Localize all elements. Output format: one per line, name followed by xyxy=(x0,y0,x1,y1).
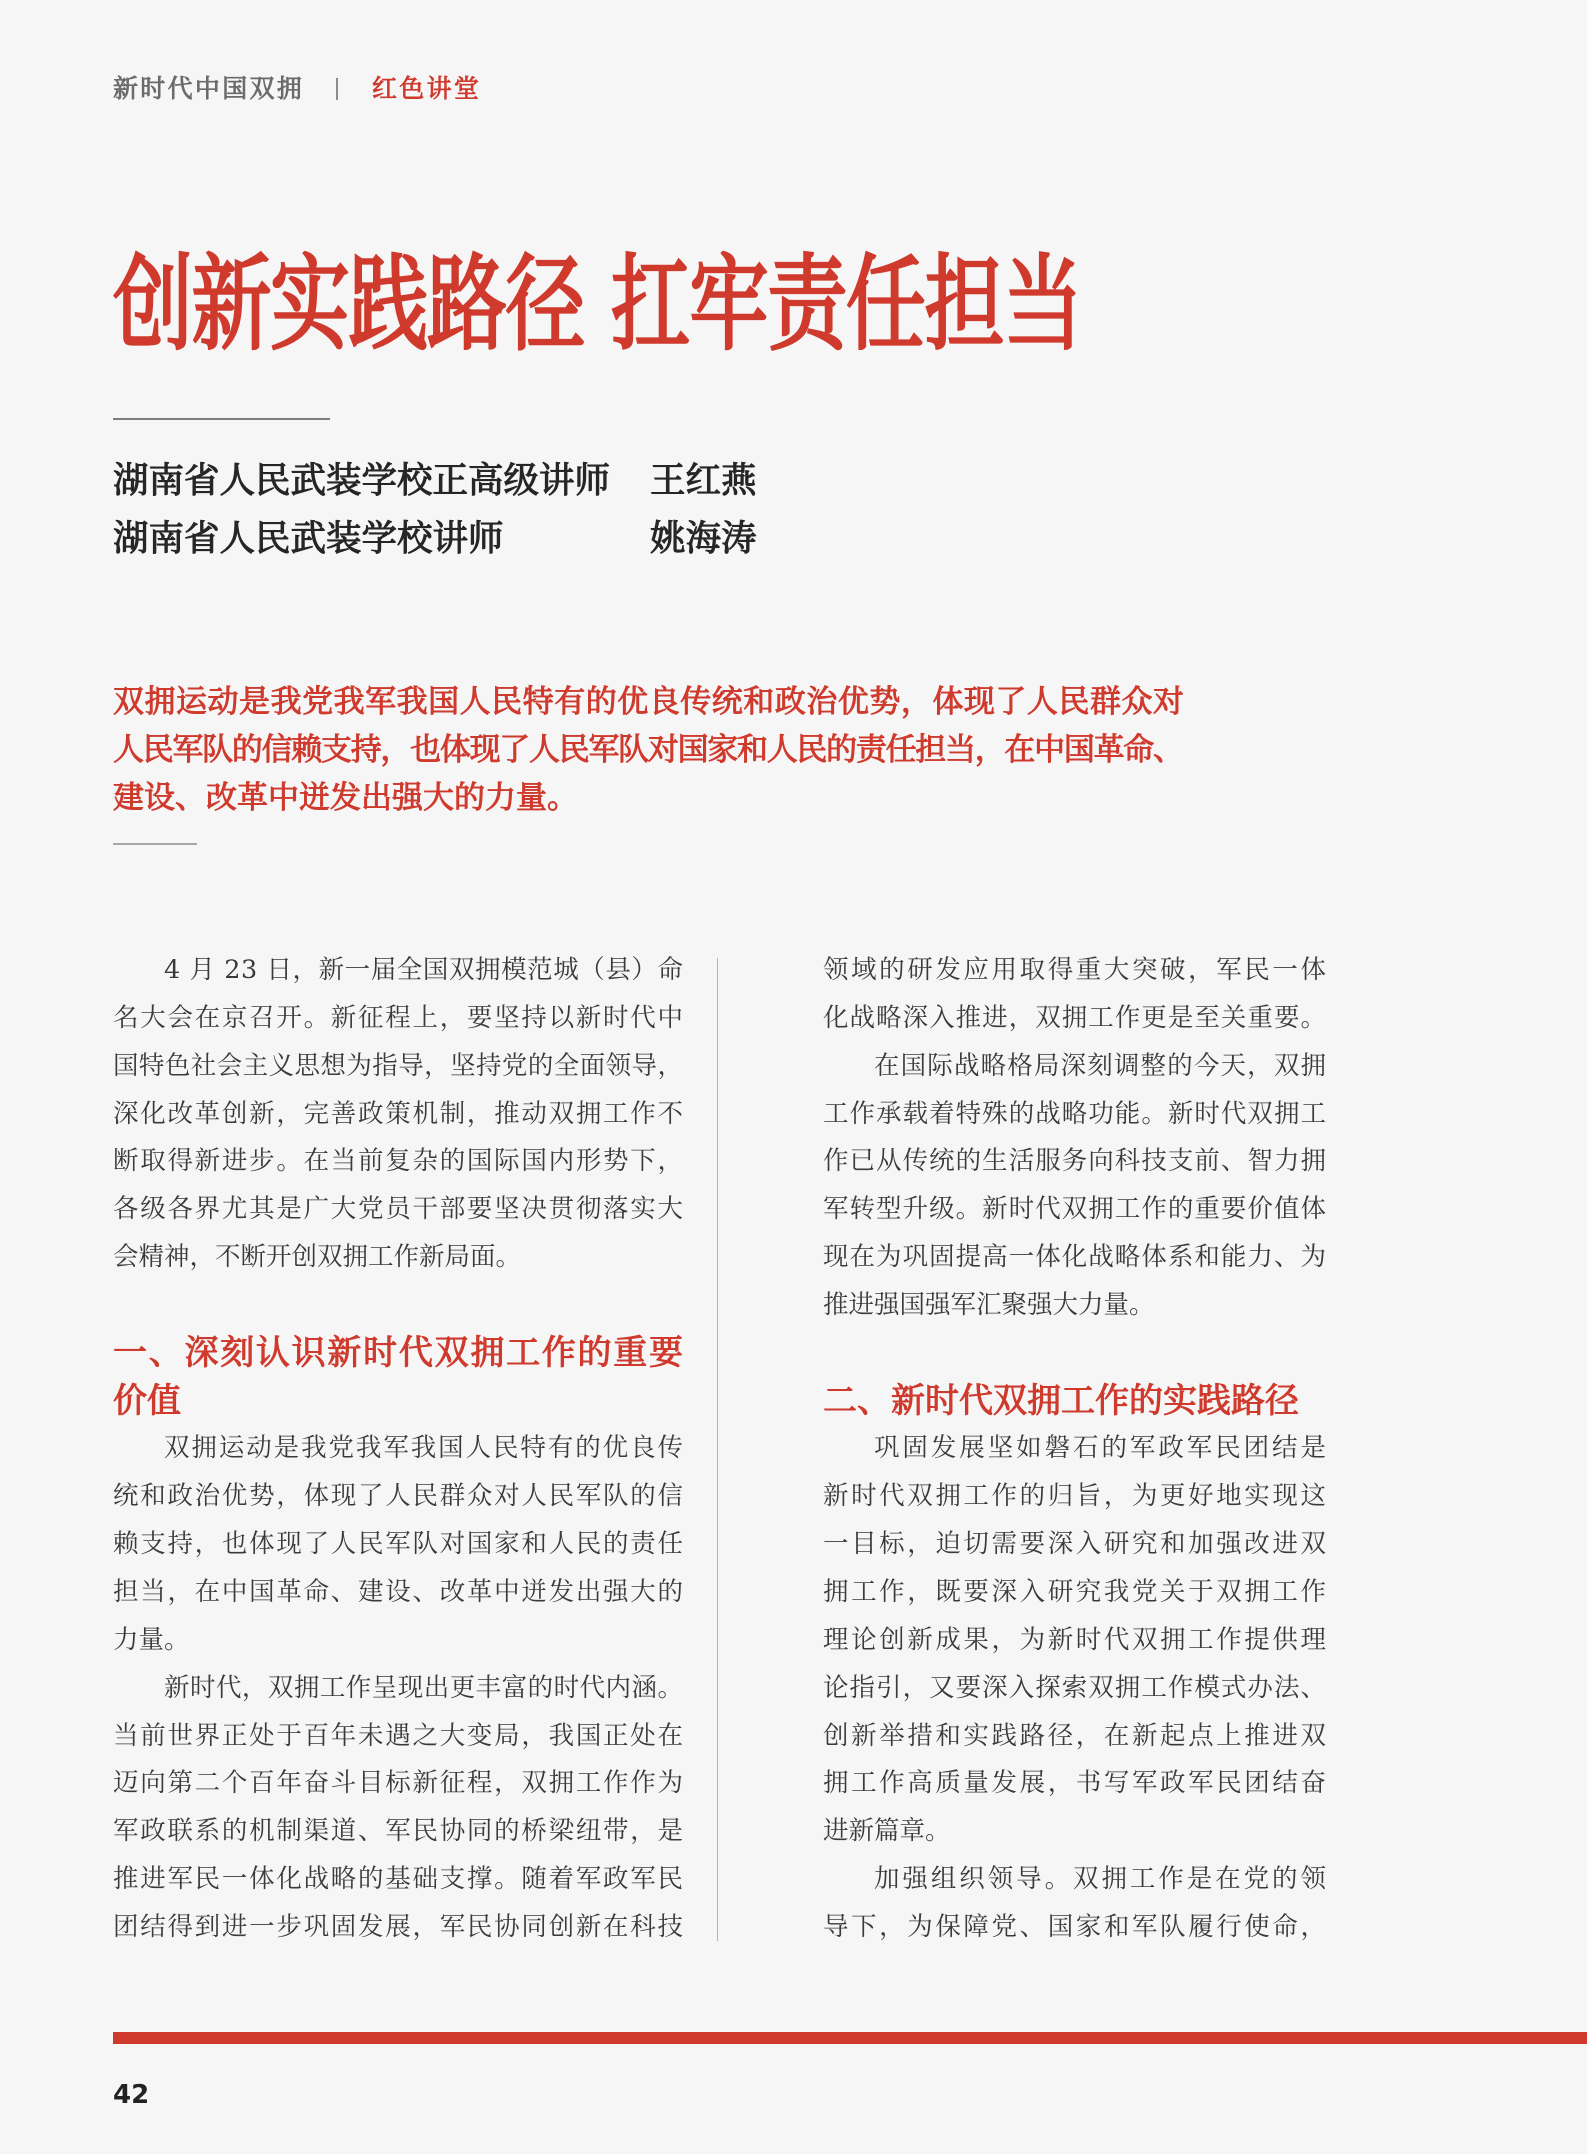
text-line: 双拥运动是我党我军我国人民特有的优良传 xyxy=(164,1433,685,1464)
text-line: 巩固发展坚如磐石的军政军民团结是 xyxy=(874,1433,1329,1464)
section-2-heading xyxy=(823,1378,1326,1426)
text-line: 推进强国强军汇聚强大力量。 xyxy=(823,1289,1155,1320)
text-line: 拥工作，既要深入研究我党关于双拥工作 xyxy=(823,1576,1329,1607)
text-line: 国特色社会主义思想为指导，坚持党的全面领导， xyxy=(113,1050,684,1081)
footer-bar xyxy=(113,2032,1587,2044)
paragraph-6 xyxy=(823,1856,1329,1952)
text-line: 会精神，不断开创双拥工作新局面。 xyxy=(113,1242,522,1273)
left-column xyxy=(113,947,683,1952)
text-line: 赖支持，也体现了人民军队对国家和人民的责任 xyxy=(113,1529,685,1560)
text-line: 导下，为保障党、国家和军队履行使命， xyxy=(823,1911,1329,1942)
text-line: 论指引，又要深入探索双拥工作模式办法、 xyxy=(823,1672,1328,1703)
article-title: 创新实践路径 扛牢责任担当 xyxy=(113,243,1082,365)
text-line: 推进军民一体化战略的基础支撑。随着军政军民 xyxy=(113,1864,685,1895)
page-number: 42 xyxy=(113,2080,150,2110)
heading-line: 价值 xyxy=(113,1380,181,1421)
text-line: 军转型升级。新时代双拥工作的重要价值体 xyxy=(823,1194,1328,1225)
text-line: 新时代双拥工作的归旨，为更好地实现这 xyxy=(823,1481,1329,1512)
text-line: 断取得新进步。在当前复杂的国际国内形势下， xyxy=(113,1146,685,1177)
text-line: 担当，在中国革命、建设、改革中迸发出强大的 xyxy=(113,1576,685,1607)
text-line: 一目标，迫切需要深入研究和加强改进双 xyxy=(823,1529,1329,1560)
text-line: 力量。 xyxy=(113,1624,190,1655)
paragraph-5 xyxy=(823,1425,1329,1856)
abstract-line: 建设、改革中迸发出强大的力量。 xyxy=(113,780,578,816)
text-line: 在国际战略格局深刻调整的今天，双拥 xyxy=(874,1050,1328,1081)
text-line: 拥工作高质量发展，书写军政军民团结奋 xyxy=(823,1768,1329,1799)
header-separator xyxy=(336,78,338,100)
text-line: 创新举措和实践路径，在新起点上推进双 xyxy=(823,1720,1329,1751)
article-abstract xyxy=(113,678,1184,822)
text-line: 化战略深入推进，双拥工作更是至关重要。 xyxy=(823,1002,1328,1033)
author-1-affiliation: 湖南省人民武装学校正高级讲师 xyxy=(113,460,611,501)
abstract-line: 双拥运动是我党我军我国人民特有的优良传统和政治优势，体现了人民群众对 xyxy=(113,684,1185,720)
right-column xyxy=(823,947,1329,1952)
author-2-affiliation: 湖南省人民武装学校讲师 xyxy=(113,518,504,559)
paragraph-4 xyxy=(823,1043,1326,1330)
author-2-name: 姚海涛 xyxy=(650,518,757,559)
paragraph-3-continued xyxy=(823,947,1329,1043)
abstract-rule xyxy=(113,843,197,845)
text-line: 新时代，双拥工作呈现出更丰富的时代内涵。 xyxy=(164,1672,684,1703)
heading-line: 二、新时代双拥工作的实践路径 xyxy=(823,1380,1299,1421)
paragraph-1 xyxy=(113,947,683,1282)
text-line: 现在为巩固提高一体化战略体系和能力、为 xyxy=(823,1242,1328,1273)
text-line: 各级各界尤其是广大党员干部要坚决贯彻落实大 xyxy=(113,1194,685,1225)
paragraph-2 xyxy=(113,1425,683,1664)
text-line: 当前世界正处于百年未遇之大变局，我国正处在 xyxy=(113,1720,685,1751)
paragraph-3 xyxy=(113,1665,683,1952)
heading-line: 一、深刻认识新时代双拥工作的重要 xyxy=(113,1332,685,1373)
magazine-section-label: 新时代中国双拥 xyxy=(113,74,305,103)
author-1-name: 王红燕 xyxy=(650,460,757,501)
title-rule xyxy=(113,418,330,420)
text-line: 深化改革创新，完善政策机制，推动双拥工作不 xyxy=(113,1098,685,1129)
text-line: 作已从传统的生活服务向科技支前、智力拥 xyxy=(823,1146,1328,1177)
abstract-line: 人民军队的信赖支持，也体现了人民军队对国家和人民的责任担当，在中国革命、 xyxy=(113,732,1183,768)
column-label: 红色讲堂 xyxy=(372,74,482,103)
section-1-heading xyxy=(113,1330,683,1426)
text-line: 名大会在京召开。新征程上，要坚持以新时代中 xyxy=(113,1002,685,1033)
text-line: 工作承载着特殊的战略功能。新时代双拥工 xyxy=(823,1098,1328,1129)
text-line: 理论创新成果，为新时代双拥工作提供理 xyxy=(823,1624,1329,1655)
text-line: 迈向第二个百年奋斗目标新征程，双拥工作作为 xyxy=(113,1768,685,1799)
text-line: 领域的研发应用取得重大突破，军民一体 xyxy=(823,955,1329,985)
text-line: 军政联系的机制渠道、军民协同的桥梁纽带，是 xyxy=(113,1816,685,1847)
column-divider xyxy=(717,958,718,1941)
text-line: 加强组织领导。双拥工作是在党的领 xyxy=(874,1864,1329,1895)
text-line: 团结得到进一步巩固发展，军民协同创新在科技 xyxy=(113,1911,685,1942)
text-line: 统和政治优势，体现了人民群众对人民军队的信 xyxy=(113,1481,685,1512)
text-line: 进新篇章。 xyxy=(823,1816,951,1847)
text-line: 4 月 23 日，新一届全国双拥模范城（县）命 xyxy=(164,955,684,985)
